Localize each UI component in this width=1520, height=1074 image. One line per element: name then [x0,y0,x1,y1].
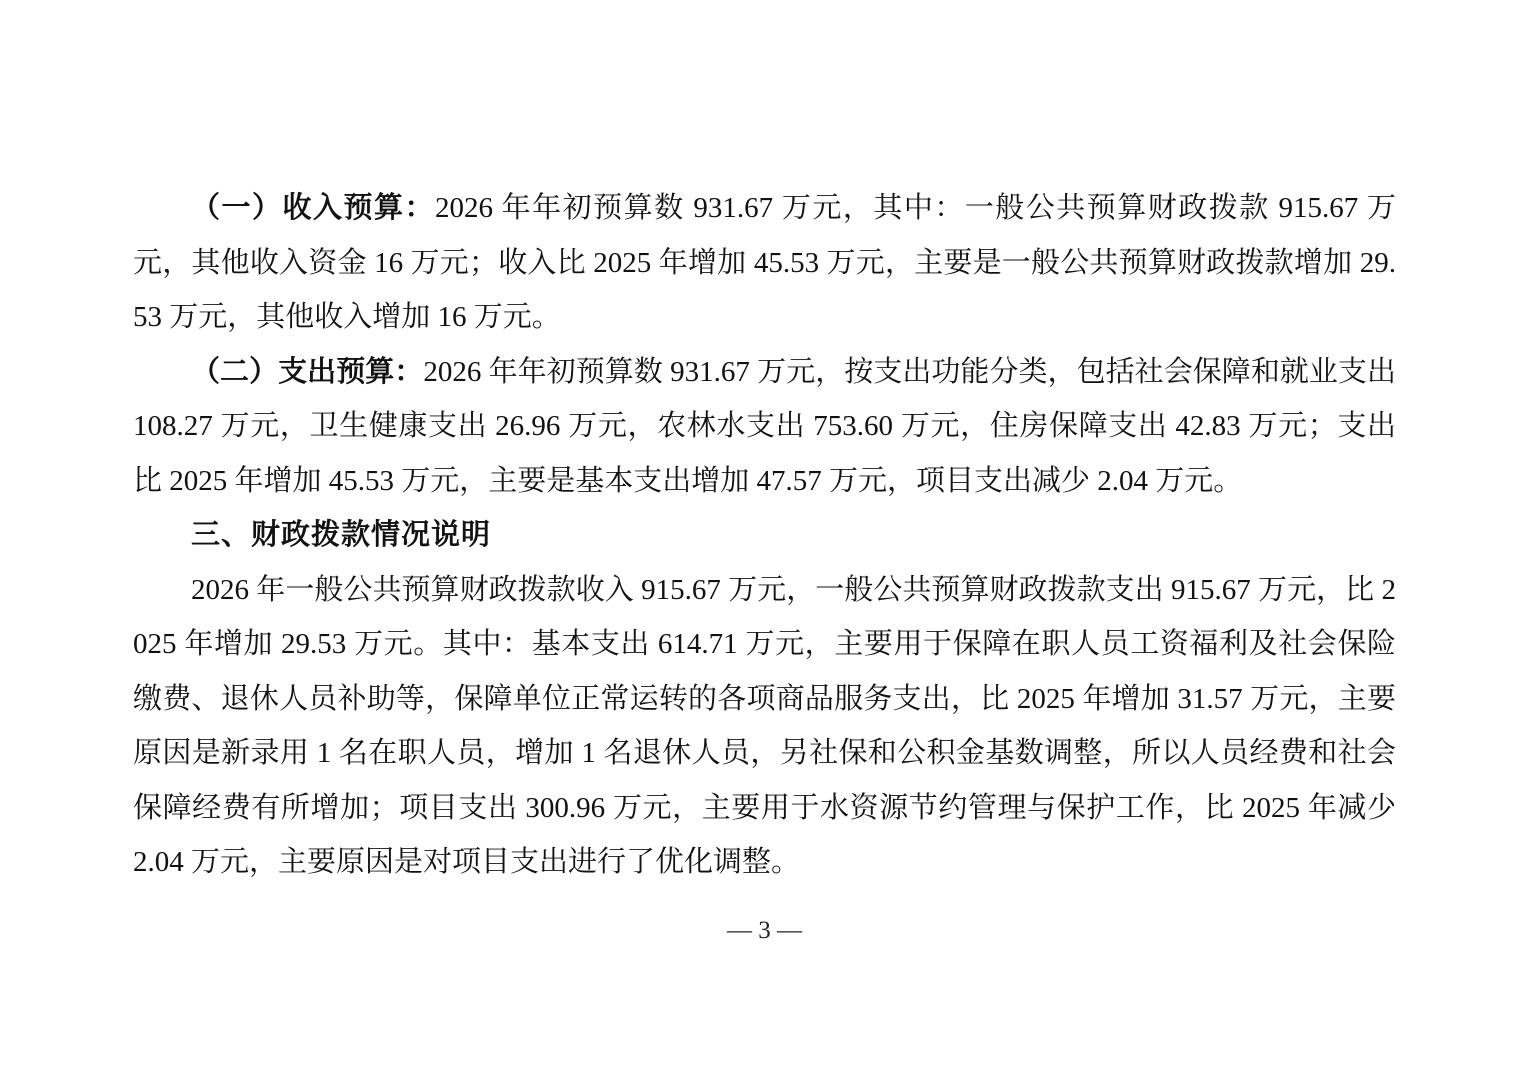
paragraph-fiscal-appropriation: 2026 年一般公共预算财政拨款收入 915.67 万元，一般公共预算财政拨款支出 915.67 万元，比 2025 年增加 29.53 万元。其中：基本支出 614.71 万元，主要用于保障在职人员工资福利及社会保险缴费、退休人员补助等，保障单位正常运转的各项商品服务支出，比 2025 年增加 31.57 万元，主要原因是新录用 1 名在职人员，增加 1 名退休人员，另社保和公积金基数调整，所以人员经费和社会保障经费有所增加；项目支出 300.96 万元，主要用于水资源节约管理与保护工作，比 2025 年减少 2.04 万元，主要原因是对项目支出进行了优化调整。 [133,573,1396,878]
paragraph-expenditure-lead: （二）支出预算： [191,355,424,388]
paragraph-expenditure-text: 2026 年年初预算数 931.67 万元，按支出功能分类，包括社会保障和就业支出 108.27 万元，卫生健康支出 26.96 万元，农林水支出 753.60 万元，住房保障支出 42.83 万元；支出比 2025 年增加 45.53 万元，主要是基本支出增加 47.57 万元，项目支出减少 2.04 万元。 [133,355,1396,497]
page-number: — 3 — [727,916,802,944]
paragraph-income-text: 2026 年年初预算数 931.67 万元，其中：一般公共预算财政拨款 915.67 万元，其他收入资金 16 万元；收入比 2025 年增加 45.53 万元，主要是一般公共预算财政拨款增加 29.53 万元，其他收入增加 16 万元。 [133,192,1396,333]
document-text-block [133,181,1396,946]
section-heading-fiscal-appropriation: 三、财政拨款情况说明 [191,519,492,551]
paragraph-income-lead: （一）收入预算： [191,192,435,224]
paragraph-expenditure-budget [133,345,1396,509]
paragraph-income-budget [133,181,1396,345]
